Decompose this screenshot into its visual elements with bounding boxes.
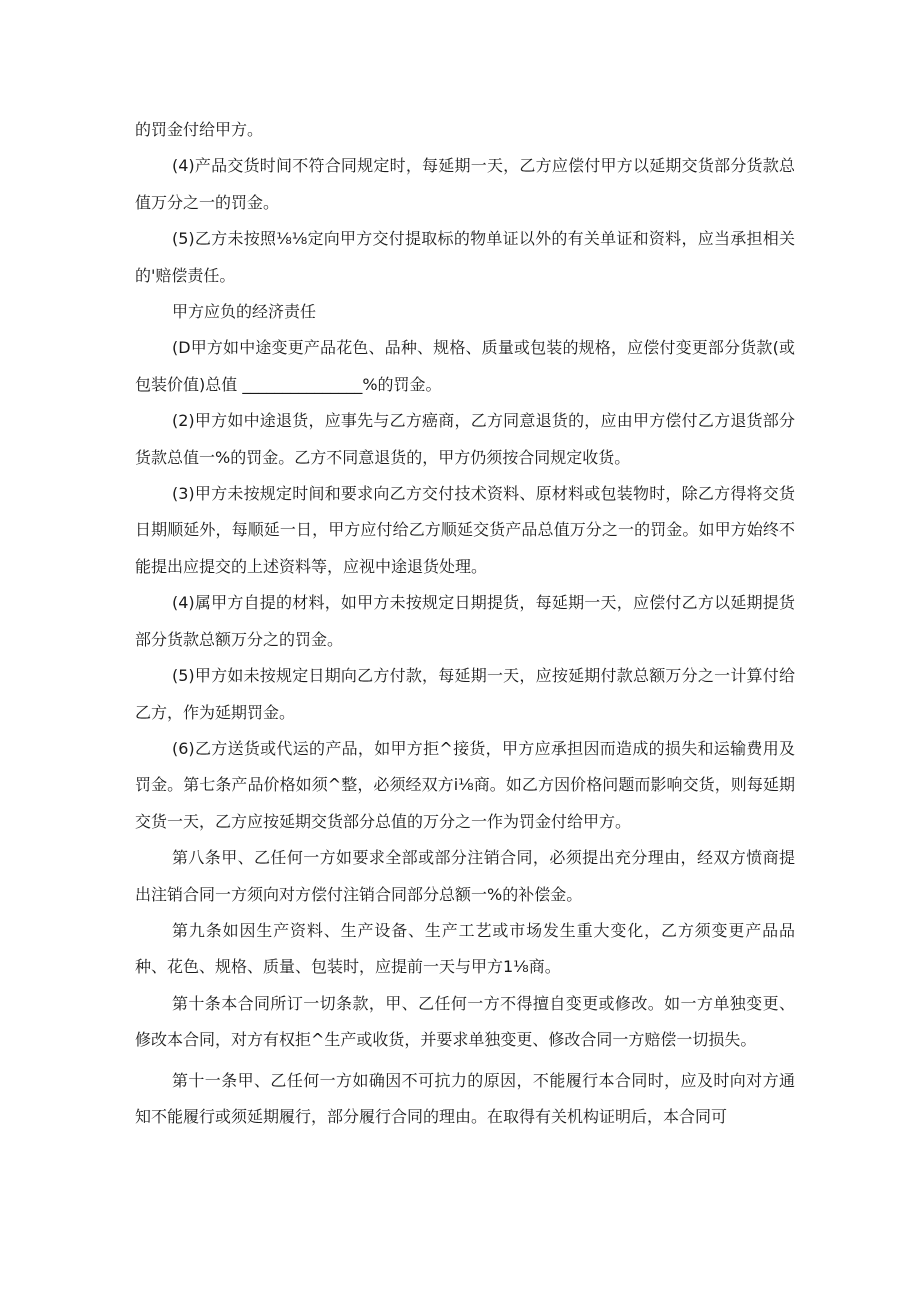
paragraph-b-documents: (5)乙方未按照⅛⅛定向甲方交付提取标的物单证以外的有关单证和资料，应当承担相关的'赔偿责任。 bbox=[135, 229, 795, 285]
paragraph-article-8: 第八条甲、乙任何一方如要求全部或部分注销合同，必须提出充分理由，经双方愤商提出注销合同一方须向对方偿付注销合同部分总额一%的补偿金。 bbox=[135, 848, 795, 904]
paragraph-article-11: 第十一条甲、乙任何一方如确因不可抗力的原因，不能履行本合同时，应及时向对方通知不能履行或须延期履行，部分履行合同的理由。在取得有关机构证明后，本合同可 bbox=[135, 1070, 795, 1126]
paragraph-penalty-continuation: 的罚金付给甲方。 bbox=[135, 120, 264, 139]
paragraph-a-change-spec: (D甲方如中途变更产品花色、品种、规格、质量或包装的规格，应偿付变更部分货款(或包装价值)总值 _______________%的罚金。 bbox=[135, 338, 795, 394]
paragraph-article-10: 第十条本合同所订一切条款，甲、乙任何一方不得擅自变更或修改。如一方单独变更、修改本合同，对方有权拒^生产或收货，并要求单独变更、修改合同一方赔偿一切损失。 bbox=[135, 993, 795, 1050]
section-heading-party-a-liability: 甲方应负的经济责任 bbox=[172, 302, 317, 322]
paragraph-a-return-goods: (2)甲方如中途退货，应事先与乙方癌商，乙方同意退货的，应由甲方偿付乙方退货部分货款总值一%的罚金。乙方不同意退货的，甲方仍须按合同规定收货。 bbox=[135, 411, 795, 467]
paragraph-article-9: 第九条如因生产资料、生产设备、生产工艺或市场发生重大变化，乙方须变更产品品种、花色、规格、质量、包装时，应提前一天与甲方1⅛商。 bbox=[135, 920, 795, 977]
paragraph-a-self-pickup: (4)属甲方自提的材料，如甲方未按规定日期提货，每延期一天，应偿付乙方以延期提货部分货款总额万分之的罚金。 bbox=[135, 593, 795, 649]
paragraph-a-late-payment: (5)甲方如未按规定日期向乙方付款，每延期一天，应按延期付款总额万分之一计算付给乙方，作为延期罚金。 bbox=[135, 666, 795, 722]
paragraph-a-materials-delay: (3)甲方未按规定时间和要求向乙方交付技术资料、原材料或包装物时，除乙方得将交货日期顺延外，每顺延一日，甲方应付给乙方顺延交货产品总值万分之一的罚金。如甲方始终不能提出应提交的上述资料等，应视中途退货处理。 bbox=[135, 484, 795, 576]
paragraph-a-refuse-delivery-article-7: (6)乙方送货或代运的产品，如甲方拒^接货，甲方应承担因而造成的损失和运输费用及罚金。第七条产品价格如须^整，必须经双方i⅛商。如乙方因价格问题而影响交货，则每延期交货一天，乙方应按延期交货部分总值的万分之一作为罚金付给甲方。 bbox=[135, 738, 795, 831]
document-body bbox=[135, 112, 795, 1135]
paragraph-b-late-delivery: (4)产品交货时间不符合同规定时，每延期一天，乙方应偿付甲方以延期交货部分货款总值万分之一的罚金。 bbox=[135, 156, 795, 212]
